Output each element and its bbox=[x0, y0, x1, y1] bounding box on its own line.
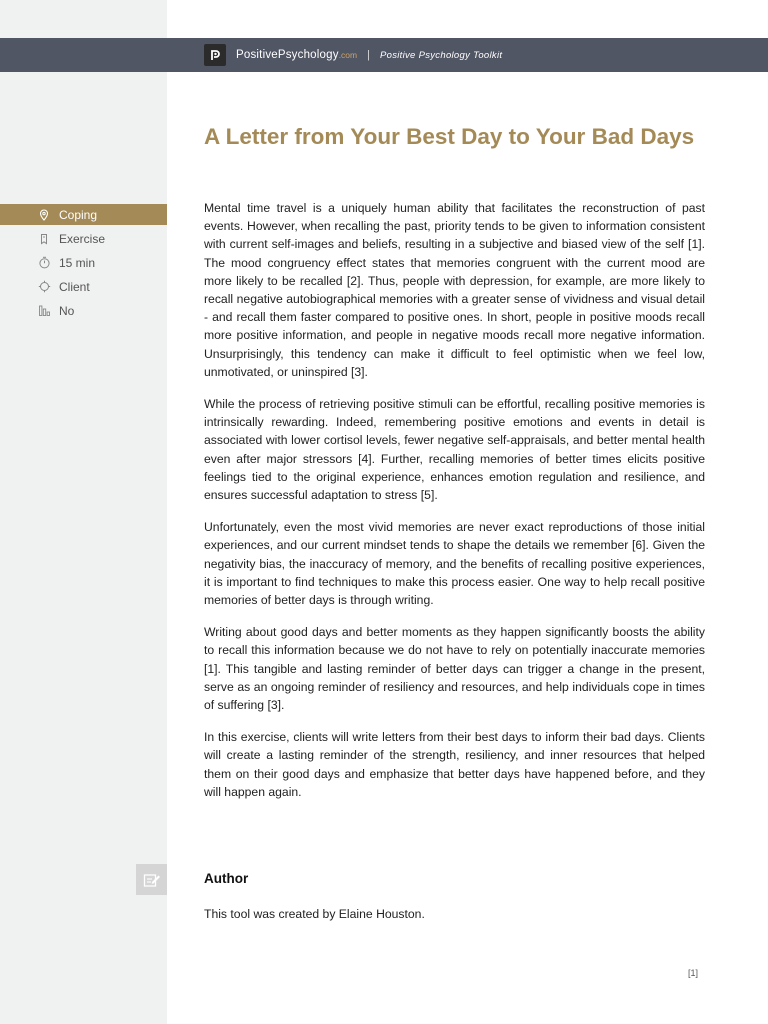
body-content bbox=[204, 199, 705, 815]
paragraph: In this exercise, clients will write letters from their best days to inform their bad days. Clients will create a lasting reminder of the strength, resiliency, and inner resources that helped them on their good days and emphasize that better days have happened before, and they will happen again. bbox=[204, 730, 705, 799]
meta-item-coping bbox=[0, 204, 167, 225]
paragraph: Mental time travel is a uniquely human ability that facilitates the reconstruction of past events. However, when recalling the past, priority tends to be given to information consistent with current self-images and beliefs, resulting in a subjective and biased view of the self [1]. The mood congruency effect states that memories congruent with the current mood are more likely to be recalled [2]. Thus, people with depression, for example, are more likely to recall negative autobiographical memories with a greater sense of vividness and visual detail - and recall them faster compared to positive ones. In short, people in positive moods recall more positive information, and people in negative moods recall more negative information. Unsurprisingly, this tendency can make it difficult to feel optimistic when we feel low, unmotivated, or uninspired [3]. bbox=[204, 201, 705, 379]
brand-name: PositivePsychology bbox=[236, 49, 339, 61]
paragraph: While the process of retrieving positive stimuli can be effortful, recalling positive memories is intrinsically rewarding. Indeed, remembering positive emotions and events in detail is associated with lower cortisol levels, fewer negative self-appraisals, and better mental health even after major stressors [4]. Further, recalling memories of better times elicits positive feelings tied to the original experience, enhances emotion regulation and resilience, and ensures successful adaptation to stress [5]. bbox=[204, 397, 705, 503]
pencil-note-icon bbox=[136, 864, 167, 895]
meta-item-exercise bbox=[0, 228, 167, 249]
meta-label: 15 min bbox=[59, 255, 96, 270]
toolkit-label: Positive Psychology Toolkit bbox=[379, 49, 503, 61]
stopwatch-icon bbox=[36, 255, 52, 271]
meta-list bbox=[0, 204, 167, 324]
meta-label: Coping bbox=[59, 207, 98, 222]
footnote-ref: [1] bbox=[688, 968, 699, 978]
page-title: A Letter from Your Best Day to Your Bad Days bbox=[204, 124, 695, 149]
crosshair-icon bbox=[36, 279, 52, 295]
author-heading: Author bbox=[204, 871, 249, 886]
positive-psychology-logo-icon bbox=[204, 44, 226, 66]
brand-suffix: .com bbox=[338, 50, 358, 60]
meta-label: Client bbox=[59, 279, 90, 294]
paragraph: Unfortunately, even the most vivid memories are never exact reproductions of those initial experiences, and our current mindset tends to shape the details we remember [6]. Given the negativity bias, the inaccuracy of memory, and the benefits of recalling positive experiences, it is important to find techniques to make this process easier. One way to help recall positive memories of better days is through writing. bbox=[204, 520, 705, 608]
location-pin-icon bbox=[36, 207, 52, 223]
meta-label: No bbox=[59, 303, 75, 318]
author-text: This tool was created by Elaine Houston. bbox=[204, 907, 425, 921]
meta-item-client bbox=[0, 276, 167, 297]
header-separator: | bbox=[367, 49, 370, 61]
meta-item-no bbox=[0, 300, 167, 321]
bookmark-icon bbox=[36, 231, 52, 247]
brand bbox=[204, 44, 502, 66]
bar-chart-icon bbox=[36, 303, 52, 319]
meta-label: Exercise bbox=[59, 231, 106, 246]
paragraph: Writing about good days and better moments as they happen significantly boosts the ability to recall this information because we do not have to rely on potentially inaccurate memories [1]. This tangible and lasting reminder of better days can trigger a change in the present, serve as an ongoing reminder of resiliency and resources, and help individuals cope in times of suffering [3]. bbox=[204, 625, 705, 713]
meta-item-duration bbox=[0, 252, 167, 273]
